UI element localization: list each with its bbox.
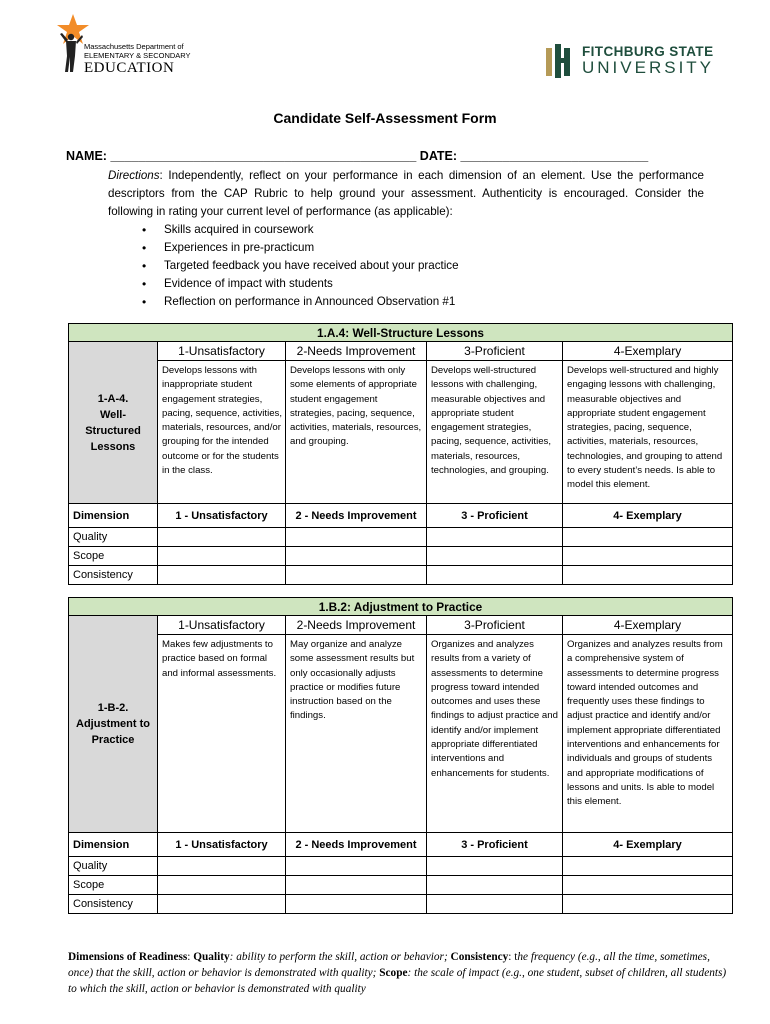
score-header: 3 - Proficient <box>427 833 563 857</box>
rating-cell[interactable] <box>427 876 563 895</box>
rating-cell[interactable] <box>286 857 427 876</box>
level-header: 3-Proficient <box>427 616 563 635</box>
footnote-def: he frequency (e.g., all the time, sometimes, once) that the skill, action or behavior is demonstrated with quality; <box>68 951 710 979</box>
list-item: • Experiences in pre-practicum <box>142 239 704 257</box>
descriptor-cell: Develops lessons with inappropriate student engagement strategies, pacing, sequence, activities, materials, resources, and/or grouping for the intended outcome or for the students in the class. <box>158 361 286 504</box>
rating-cell[interactable] <box>563 857 733 876</box>
descriptor-cell: May organize and analyze some assessment results but only occasionally adjusts practice or modifies future instruction based on the findings. <box>286 635 427 833</box>
score-header: 2 - Needs Improvement <box>286 504 427 528</box>
dimension-name: Quality <box>69 528 158 547</box>
rating-cell[interactable] <box>158 566 286 585</box>
rubric-table-1b2 <box>68 597 733 914</box>
score-header: 4- Exemplary <box>563 504 733 528</box>
footnote-term: Consistency <box>450 951 509 963</box>
footnote-def: : the scale of impact (e.g., one student, subset of children, all students) to which the skill, action or behavior is demonstrated with quality <box>68 967 727 995</box>
rating-cell[interactable] <box>427 528 563 547</box>
rating-cell[interactable] <box>158 857 286 876</box>
footnote-term: Quality <box>193 951 230 963</box>
descriptor-cell: Develops well-structured lessons with challenging, measurable objectives and appropriate student engagement strategies, pacing, sequence, activities, materials, resources, technologies, and grouping. <box>427 361 563 504</box>
footnote-text: : t <box>508 951 518 963</box>
dimension-name: Consistency <box>69 566 158 585</box>
table-row <box>69 547 733 566</box>
dimensions-footnote <box>68 949 732 997</box>
rating-cell[interactable] <box>286 547 427 566</box>
directions-list <box>142 221 704 311</box>
level-header: 4-Exemplary <box>563 342 733 361</box>
dese-line2: ELEMENTARY & SECONDARY <box>84 51 191 60</box>
dese-logo <box>56 14 196 80</box>
rating-cell[interactable] <box>563 566 733 585</box>
element-label-text: 1-A-4. Well- Structured Lessons <box>85 392 141 453</box>
score-header: 3 - Proficient <box>427 504 563 528</box>
rating-cell[interactable] <box>427 895 563 914</box>
rating-cell[interactable] <box>427 547 563 566</box>
rating-cell[interactable] <box>158 547 286 566</box>
rating-cell[interactable] <box>427 566 563 585</box>
table-row <box>69 876 733 895</box>
level-header: 1-Unsatisfactory <box>158 342 286 361</box>
rating-cell[interactable] <box>563 876 733 895</box>
table-header: 1.A.4: Well-Structure Lessons <box>69 324 733 342</box>
rating-cell[interactable] <box>563 528 733 547</box>
descriptor-cell: Makes few adjustments to practice based on formal and informal assessments. <box>158 635 286 833</box>
score-header: 1 - Unsatisfactory <box>158 504 286 528</box>
footnote-text: : <box>187 951 194 963</box>
element-label <box>69 616 158 833</box>
level-header: 1-Unsatisfactory <box>158 616 286 635</box>
table-row <box>69 566 733 585</box>
fsu-mark-icon <box>546 44 570 78</box>
rating-cell[interactable] <box>158 876 286 895</box>
fsu-line2: UNIVERSITY <box>582 58 715 77</box>
element-label-text: 1-B-2. Adjustment to Practice <box>76 702 150 746</box>
footnote-def: : ability to perform the skill, action or behavior; <box>229 951 451 963</box>
dimension-label: Dimension <box>69 833 158 857</box>
list-item: • Evidence of impact with students <box>142 275 704 293</box>
level-header: 2-Needs Improvement <box>286 616 427 635</box>
rating-cell[interactable] <box>286 566 427 585</box>
descriptor-cell: Develops lessons with only some elements of appropriate student engagement strategies, pacing, sequence, activities, materials, resources, and grouping. <box>286 361 427 504</box>
footnote-heading: Dimensions of Readiness <box>68 951 188 963</box>
fsu-line1: FITCHBURG STATE <box>582 44 714 59</box>
fsu-logo <box>546 44 726 80</box>
table-row <box>69 528 733 547</box>
level-header: 4-Exemplary <box>563 616 733 635</box>
score-header: 1 - Unsatisfactory <box>158 833 286 857</box>
level-header: 3-Proficient <box>427 342 563 361</box>
rating-cell[interactable] <box>563 895 733 914</box>
score-header-row <box>69 504 733 528</box>
rating-cell[interactable] <box>158 895 286 914</box>
dimension-label: Dimension <box>69 504 158 528</box>
element-label <box>69 342 158 504</box>
table-row <box>69 895 733 914</box>
directions-text: : Independently, reflect on your performance in each dimension of an element. Use the performance descriptors from the CAP Rubric to help ground your assessment. Authenticity is encouraged. Consider the following in rating your current level of performance (as applicable): <box>108 169 704 218</box>
descriptor-cell: Organizes and analyzes results from a variety of assessments to determine progress toward intended outcomes and uses these findings to adjust practice and identify and/or implement appropriate differentiated interventions and enhancements for students. <box>427 635 563 833</box>
dese-line3: EDUCATION <box>84 60 175 76</box>
dimension-name: Scope <box>69 876 158 895</box>
rating-cell[interactable] <box>158 528 286 547</box>
list-item: • Reflection on performance in Announced Observation #1 <box>142 293 704 311</box>
rating-cell[interactable] <box>427 857 563 876</box>
score-header-row <box>69 833 733 857</box>
table-row <box>69 857 733 876</box>
form-title: Candidate Self-Assessment Form <box>273 110 497 126</box>
directions <box>108 167 704 311</box>
name-date-line[interactable]: NAME: ____________________________________________ DATE: ___________________________ <box>66 149 649 163</box>
header-logos <box>0 14 770 80</box>
directions-paragraph <box>108 167 704 221</box>
descriptor-cell: Develops well-structured and highly engaging lessons with challenging, measurable objectives and appropriate student engagement strategies, pacing, sequence, activities, materials, resources, technologies, and grouping to attend to every student’s needs. Is able to model this element. <box>563 361 733 504</box>
descriptor-cell: Organizes and analyzes results from a comprehensive system of assessments to determine progress toward intended outcomes and frequently uses these findings to adjust practice and identify and/or implement appropriate differentiated interventions and enhancements for individuals and groups of students and appropriate modifications of lessons and units. Is able to model this element. <box>563 635 733 833</box>
level-header: 2-Needs Improvement <box>286 342 427 361</box>
score-header: 2 - Needs Improvement <box>286 833 427 857</box>
dimension-name: Scope <box>69 547 158 566</box>
rubric-table-1a4 <box>68 323 733 585</box>
dimension-name: Consistency <box>69 895 158 914</box>
footnote-term: Scope <box>379 967 408 979</box>
dimension-name: Quality <box>69 857 158 876</box>
score-header: 4- Exemplary <box>563 833 733 857</box>
list-item: • Targeted feedback you have received about your practice <box>142 257 704 275</box>
list-item: • Skills acquired in coursework <box>142 221 704 239</box>
dese-line1: Massachusetts Department of <box>84 42 184 51</box>
rating-cell[interactable] <box>286 876 427 895</box>
rating-cell[interactable] <box>286 895 427 914</box>
rating-cell[interactable] <box>286 528 427 547</box>
table-header: 1.B.2: Adjustment to Practice <box>69 598 733 616</box>
rating-cell[interactable] <box>563 547 733 566</box>
directions-label: Directions <box>108 169 160 182</box>
